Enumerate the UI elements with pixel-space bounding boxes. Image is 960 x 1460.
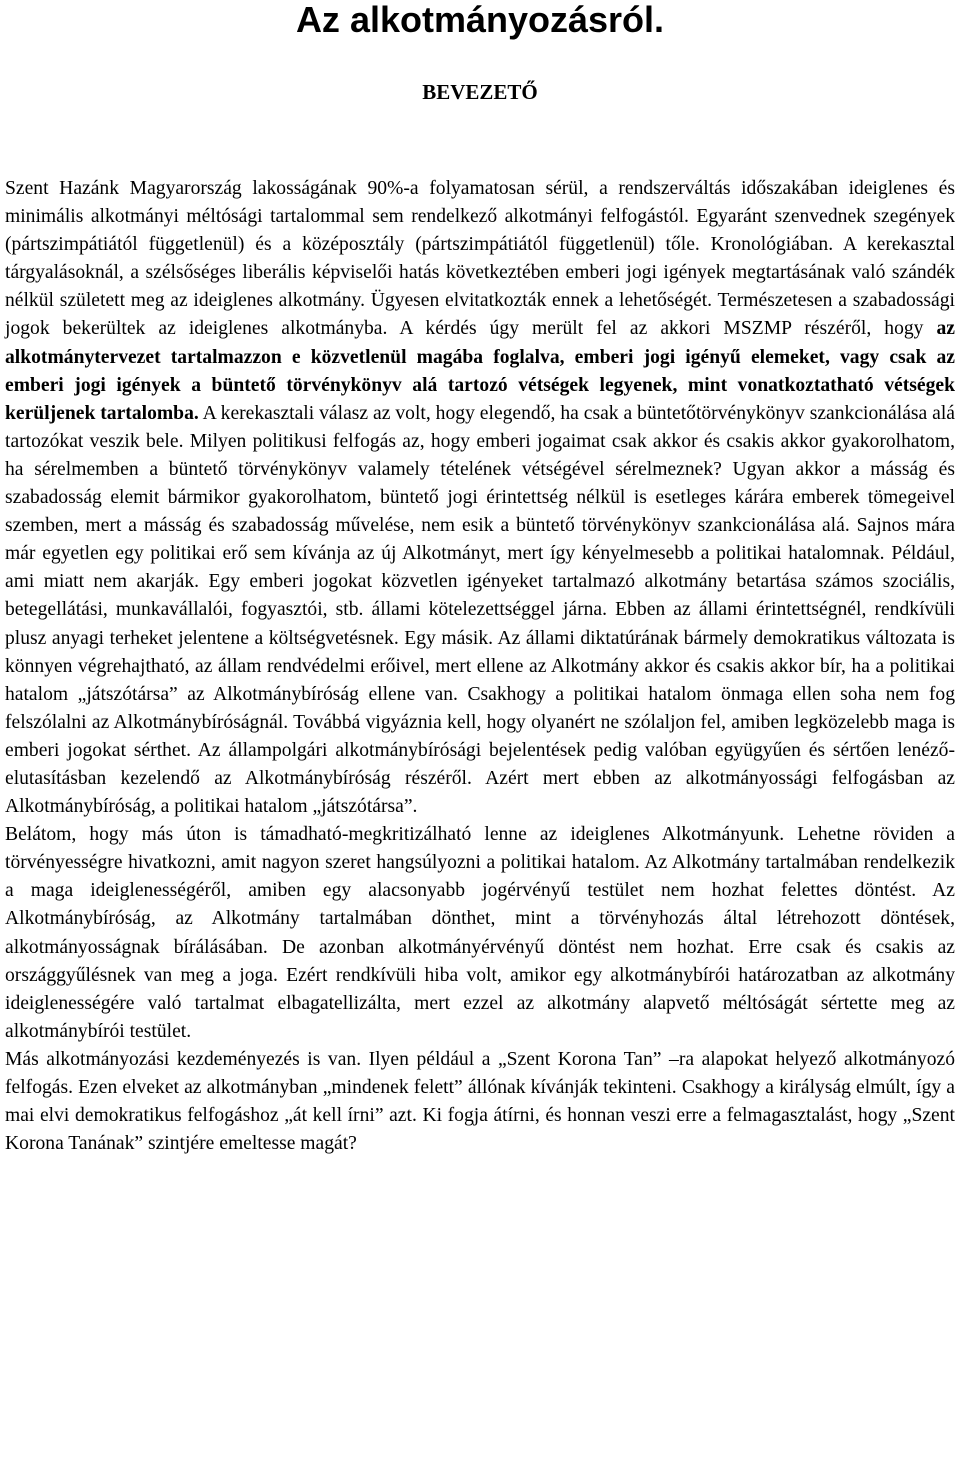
paragraph-1-run-3: A kerekasztali válasz az volt, hogy elegendő, ha csak a büntetőtörvénykönyv szankcionálása alá tartozókat veszik bele. Milyen politikusi felfogás az, hogy emberi jogaimat csak akkor és csakis akkor gyakorolhatom, ha sérelmemben a büntető törvénykönyv valamely tételének vétségével sérelmeznek? Ugyan akkor a másság és szabadosság elemit bármikor gyakorolhatom, büntető jogi érintettség nélkül is esetleges kárára emberek tömegeivel szemben, mert a másság és szabadosság művelése, nem esik a büntető törvénykönyv szankcionálása alá. Sajnos mára már egyetlen egy politikai erő sem kívánja az új Alkotmányt, mert így kényelmesebb a politikai hatalomnak. Például, ami miatt nem akarják. Egy emberi jogokat közvetlen igényeket tartalmazó alkotmány betartása számos szociális, betegellátási, munkavállalói, fogyasztói, stb. állami kötelezettséggel járna. Ebben az állami érintettségnél, rendkívüli plusz anyagi terheket jelentene a költségvetésnek. Egy másik. Az állami diktatúrának bármely demokratikus változata is könnyen végrehajtható, az állam rendvédelmi erőivel, mert ellene az Alkotmány akkor és csakis akkor bír, ha a politikai hatalom „játszótársa” az Alkotmánybíróság ellene van. Csakhogy a politikai hatalom önmaga ellen soha nem fog felszólalni az Alkotmánybíróságnál. Továbbá vigyáznia kell, hogy olyanért ne szólaljon fel, amiben legközelebb maga is emberi jogokat sérthet. Az állampolgári alkotmánybírósági bejelentések pedig valóban együgyűen és sértően lenéző-elutasításban kezelendő az Alkotmánybíróság részéről. Azért mert ebben az alkotmányossági felfogásban az Alkotmánybíróság, a politikai hatalom „játszótársa”. <box>5 402 955 818</box>
paragraph-1 <box>5 175 955 821</box>
paragraph-1-bold-run: az alkotmánytervezet tartalmazzon e közvetlenül magába foglalva, emberi jogi igényű elemeket, vagy csak az emberi jogi igények a büntető törvénykönyv alá tartozó vétségek legyenek, mint vonatkoztatható vétségek kerüljenek tartalomba. <box>5 318 955 424</box>
paragraph-1-run-1: Szent Hazánk Magyarország lakosságának 90%-a folyamatosan sérül, a rendszerváltás időszakában ideiglenes és minimális alkotmányi méltósági tartalommal sem rendelkező alkotmányi felfogástól. Egyaránt szenvednek szegények (pártszimpátiától függetlenül) és a középosztály (pártszimpátiától függetlenül) tőle. Kronológiában. A kerekasztal tárgyalásoknál, a szélsőséges liberális képviselői hatás következtében emberi jogi igények megtartásának való szándék nélkül született meg az ideiglenes alkotmány. Ügyesen elvitatkozták ennek a lehetőségét. Természetesen a szabadossági jogok bekerültek az ideiglenes alkotmányba. A kérdés úgy merült fel az akkori MSZMP részéről, hogy <box>5 178 955 340</box>
paragraph-2-run-1: Belátom, hogy más úton is támadható-megkritizálható lenne az ideiglenes Alkotmányunk. Lehetne röviden a törvényességre hivatkozni, amit nagyon szeret hangsúlyozni a politikai hatalom. Az Alkotmány tartalmában rendelkezik a maga ideiglenességéről, amiben egy alacsonyabb jogérvényű testület nem hozhat felettes döntést. Az Alkotmánybíróság, az Alkotmány tartalmában dönthet, mint a törvényhozás által létrehozott döntések, alkotmányosságnak bírálásában. De azonban alkotmányérvényű döntést nem hozhat. Erre csak és csakis az országgyűlésnek van meg a joga. Ezért rendkívüli hiba volt, amikor egy alkotmánybírói határozatban az alkotmány ideiglenességére való tartalmat elbagatellizálta, mert ezzel az alkotmány alapvető méltóságát sértette meg az alkotmánybírói testület. <box>5 824 955 1042</box>
document-title: Az alkotmányozásról. <box>295 0 665 40</box>
paragraph-2 <box>5 821 955 1046</box>
section-heading: BEVEZETŐ <box>422 80 538 104</box>
paragraph-3-run-1: Más alkotmányozási kezdeményezés is van. Ilyen például a „Szent Korona Tan” –ra alapokat helyező alkotmányozó felfogás. Ezen elveket az alkotmányban „mindenek felett” állónak kívánják tekinteni. Csakhogy a királyság elmúlt, így a mai elvi demokratikus felfogáshoz „át kell írni” azt. Ki fogja átírni, és honnan veszi erre a felmagasztalást, hogy „Szent Korona Tanának” szintjére emeltesse magát? <box>5 1048 955 1155</box>
document-body <box>5 175 955 1158</box>
paragraph-3 <box>5 1046 955 1158</box>
